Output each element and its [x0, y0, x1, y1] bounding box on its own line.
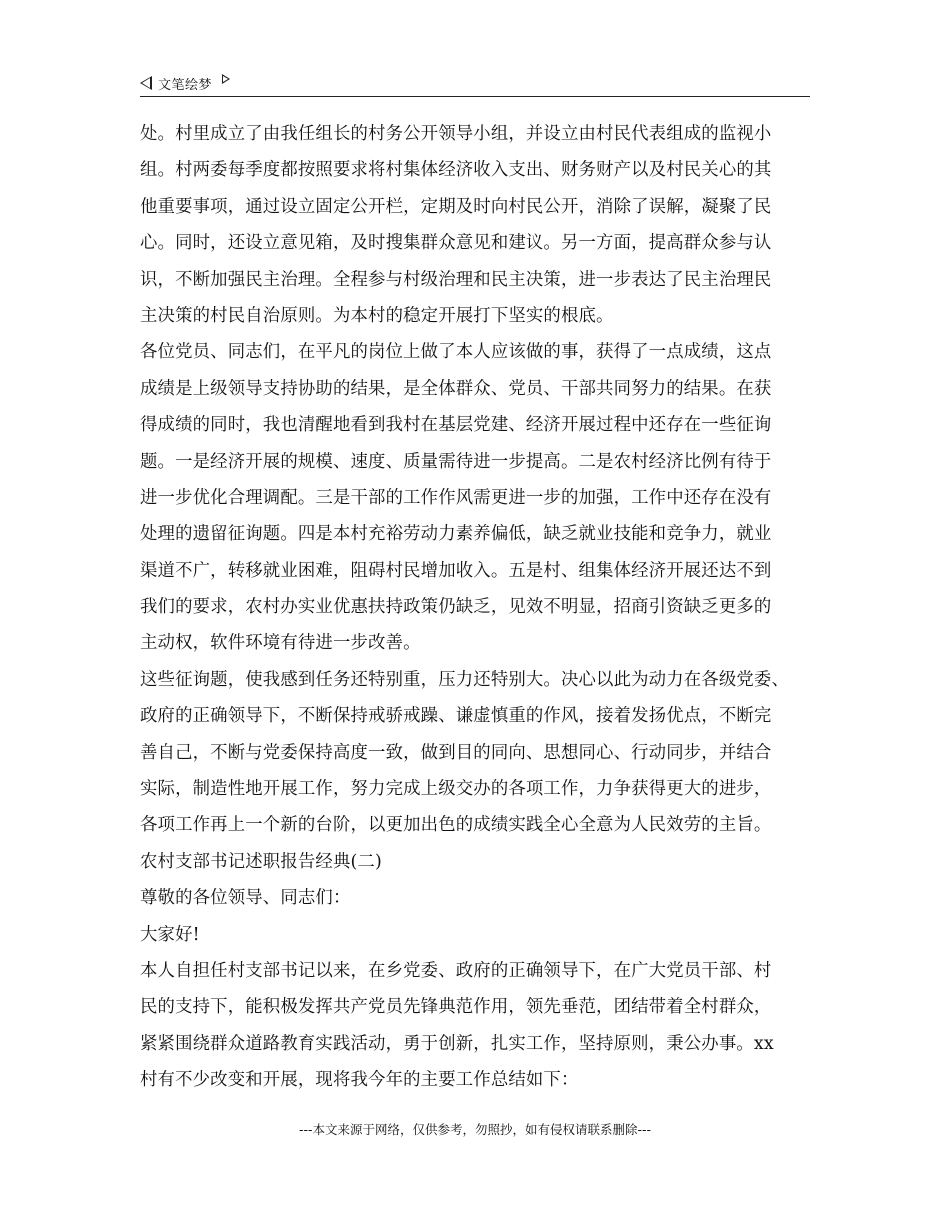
salutation: 尊敬的各位领导、同志们：: [140, 888, 351, 909]
body-line: 紧紧围绕群众道路教育实践活动，勇于创新，扎实工作，坚持原则，秉公办事。xx: [140, 1033, 774, 1054]
body-line: 主决策的村民自治原则。为本村的稳定开展打下坚实的根底。: [140, 305, 614, 326]
body-line: 他重要事项，通过设立固定公开栏，定期及时向村民公开，消除了误解，凝聚了民: [140, 196, 772, 217]
body-line: 实际，制造性地开展工作，努力完成上级交办的各项工作，力争获得更大的进步，: [140, 779, 772, 800]
right-triangle-icon: [222, 74, 230, 84]
body-line: 政府的正确领导下，不断保持戒骄戒躁、谦虚慎重的作风，接着发扬优点，不断完: [140, 706, 772, 727]
body-line: 各项工作再上一个新的台阶，以更加出色的成绩实践全心全意为人民效劳的主旨。: [140, 815, 772, 836]
body-line: 村有不少改变和开展，现将我今年的主要工作总结如下：: [140, 1070, 579, 1091]
body-line: 处。村里成立了由我任组长的村务公开领导小组，并设立由村民代表组成的监视小: [140, 124, 772, 144]
page-footer: ---本文来源于网络，仅供参考，勿照抄，如有侵权请联系删除---: [298, 1122, 652, 1137]
body-line: 组。村两委每季度都按照要求将村集体经济收入支出、财务财产以及村民关心的其: [140, 160, 772, 181]
body-line: 心。同时，还设立意见箱，及时搜集群众意见和建议。另一方面，提高群众参与认: [140, 233, 772, 254]
body-line: 这些征询题，使我感到任务还特别重，压力还特别大。决心以此为动力在各级党委、: [140, 669, 790, 690]
body-line: 民的支持下，能积极发挥共产党员先锋典范作用，领先垂范，团结带着全村群众，: [140, 997, 772, 1018]
page-header: [140, 70, 810, 97]
left-triangle-icon: [140, 76, 152, 90]
header-title: 文笔绘梦: [158, 77, 213, 93]
body-line: 进一步优化合理调配。三是干部的工作作风需更进一步的加强，工作中还存在没有: [140, 487, 772, 508]
body-line: 本人自担任村支部书记以来，在乡党委、政府的正确领导下，在广大党员干部、村: [140, 960, 772, 981]
body-line: 我们的要求，农村办实业优惠扶持政策仍缺乏，见效不明显，招商引资缺乏更多的: [140, 597, 772, 618]
section-heading: 农村支部书记述职报告经典(二): [140, 851, 382, 872]
body-line: 识，不断加强民主治理。全程参与村级治理和民主决策，进一步表达了民主治理民: [140, 269, 772, 290]
body-line: 主动权，软件环境有待进一步改善。: [140, 633, 421, 654]
document-body: [140, 116, 830, 1099]
body-line: 得成绩的同时，我也清醒地看到我村在基层党建、经济开展过程中还存在一些征询: [140, 415, 772, 436]
body-line: 成绩是上级领导支持协助的结果，是全体群众、党员、干部共同努力的结果。在获: [140, 378, 772, 399]
body-line: 渠道不广，转移就业困难，阻碍村民增加收入。五是村、组集体经济开展还达不到: [140, 560, 772, 581]
body-line: 题。一是经济开展的规模、速度、质量需待进一步提高。二是农村经济比例有待于: [140, 451, 772, 472]
body-line: 处理的遗留征询题。四是本村充裕劳动力素养偏低，缺乏就业技能和竞争力，就业: [140, 524, 772, 545]
body-line: 善自己，不断与党委保持高度一致，做到目的同向、思想同心、行动同步，并结合: [140, 742, 772, 763]
body-line: 各位党员、同志们，在平凡的岗位上做了本人应该做的事，获得了一点成绩，这点: [140, 342, 772, 363]
greeting: 大家好!: [140, 924, 200, 945]
